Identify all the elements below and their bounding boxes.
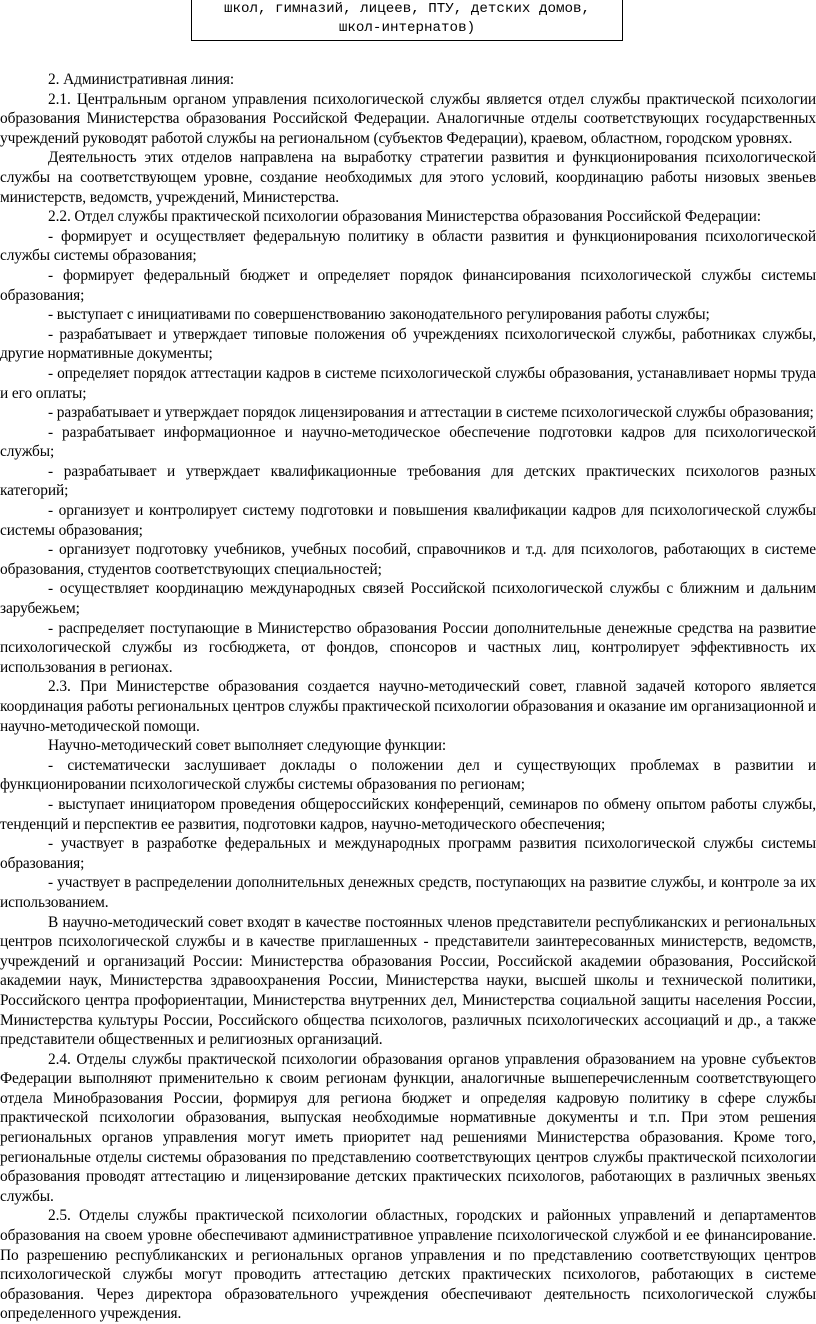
- header-box-line-1: школ, гимназий, лицеев, ПТУ, детских домов,: [223, 1, 591, 17]
- list-item: - разрабатывает и утверждает порядок лицензирования и аттестации в системе психологической службы образования;: [48, 404, 814, 422]
- section-heading: 2. Административная линия:: [48, 71, 235, 88]
- paragraph: 2.3. При Министерстве образования создается научно-методический совет, главной задачей которого является координация работы региональных центров службы практической психологии образования и оказание им организационной и научно-методической помощи.: [0, 678, 816, 735]
- list-item: - организует подготовку учебников, учебных пособий, справочников и т.д. для психологов, работающих в системе образования, студентов соответствующих специальностей;: [0, 541, 816, 578]
- paragraph: Деятельность этих отделов направлена на выработку стратегии развития и функционирования психологической службы на соответствующем уровне, создание необходимых для этого условий, координацию работы низовых звеньев министерств, ведомств, учреждений, Министерства.: [0, 149, 816, 206]
- list-item: - разрабатывает информационное и научно-методическое обеспечение подготовки кадров для психологической службы;: [0, 423, 816, 461]
- list-item: - разрабатывает и утверждает типовые положения об учреждениях психологической службы, работниках службы, другие нормативные документы;: [0, 325, 816, 363]
- list-item: - разрабатывает и утверждает квалификационные требования для детских практических психологов разных категорий;: [0, 462, 816, 500]
- header-box: [191, 0, 623, 41]
- paragraph: 2.2. Отдел службы практической психологии образования Министерства образования Российской Федерации:: [48, 208, 761, 226]
- list-item: - выступает инициатором проведения общероссийских конференций, семинаров по обмену опытом работы службы, тенденций и перспектив ее развития, подготовки кадров, научно-методического обеспечения;: [0, 795, 816, 833]
- list-item: - участвует в разработке федеральных и международных программ развития психологической службы системы образования;: [0, 835, 816, 872]
- list-item: - выступает с инициативами по совершенствованию законодательного регулирования работы службы;: [48, 306, 710, 324]
- header-box-line-2: школ-интернатов): [338, 20, 476, 36]
- list-item: - формирует и осуществляет федеральную политику в области развития и функционирования психологической службы системы образования;: [0, 227, 816, 265]
- list-item: - организует и контролирует систему подготовки и повышения квалификации кадров для психологической службы системы образования;: [0, 502, 816, 539]
- list-item: - осуществляет координацию международных связей Российской психологической службы с ближним и дальним зарубежьем;: [0, 580, 816, 618]
- paragraph: 2.4. Отделы службы практической психологии образования органов управления образованием на уровне субъектов Федерации выполняют применительно к своим регионам функции, аналогичные вышеперечисленным соответствующего отдела Минобразования России, формируя для региона бюджет и определяя кадровую политику в сфере службы практической психологии образования, выпуская необходимые нормативные документы и т.п. При этом решения региональных органов управления могут иметь приоритет над решениями Министерства образования. Кроме того, региональные отделы системы образования по представлению соответствующих центров службы практической психологии образования проводят аттестацию и лицензирование детских практических психологов, работающих в различных звеньях службы.: [0, 1050, 816, 1205]
- paragraph: 2.5. Отделы службы практической психологии областных, городских и районных управлений и департаментов образования на своем уровне обеспечивают административное управление психологической службой и ее финансирование. По разрешению республиканских и региональных органов управления и по представлению соответствующих центров психологической службы могут проводить аттестацию детских практических психологов, работающих в системе образования. Через директора образовательного учреждения обеспечивают деятельность психологической службы определенного учреждения.: [0, 1207, 816, 1323]
- paragraph: 2.1. Центральным органом управления психологической службы является отдел службы практической психологии образования Министерства образования Российской Федерации. Аналогичные отделы соответствующих государственных учреждений руководят работой службы на региональном (субъектов Федерации), краевом, областном, городском уровнях.: [0, 90, 816, 147]
- paragraph: В научно-методический совет входят в качестве постоянных членов представители республиканских и региональных центров психологической службы и в качестве приглашенных - представители заинтересованных министерств, ведомств, учреждений и организаций России: Министерства образования России, Российской академии образования, Российской академии наук, Министерства здравоохранения России, Министерства науки, высшей школы и технической политики, Российского центра профориентации, Министерства внутренних дел, Министерства социальной защиты населения России, Министерства культуры России, Российского общества психологов, различных психологических ассоциаций и др., а также представители общественных и религиозных организаций.: [0, 913, 816, 1049]
- list-item: - систематически заслушивает доклады о положении дел и существующих проблемах в развитии и функционировании психологической службы системы образования по регионам;: [0, 756, 816, 794]
- paragraph: Научно-методический совет выполняет следующие функции:: [48, 737, 447, 755]
- document-body: [0, 70, 816, 1324]
- list-item: - определяет порядок аттестации кадров в системе психологической службы образования, устанавливает нормы труда и его оплаты;: [0, 364, 816, 402]
- list-item: - участвует в распределении дополнительных денежных средств, поступающих на развитие службы, и контроле за их использованием.: [0, 874, 816, 911]
- list-item: - распределяет поступающие в Министерство образования России дополнительные денежные средства на развитие психологической службы из госбюджета, от фондов, спонсоров и частных лиц, контролирует эффективность их использования в регионах.: [0, 619, 816, 676]
- list-item: - формирует федеральный бюджет и определяет порядок финансирования психологической службы системы образования;: [0, 266, 816, 304]
